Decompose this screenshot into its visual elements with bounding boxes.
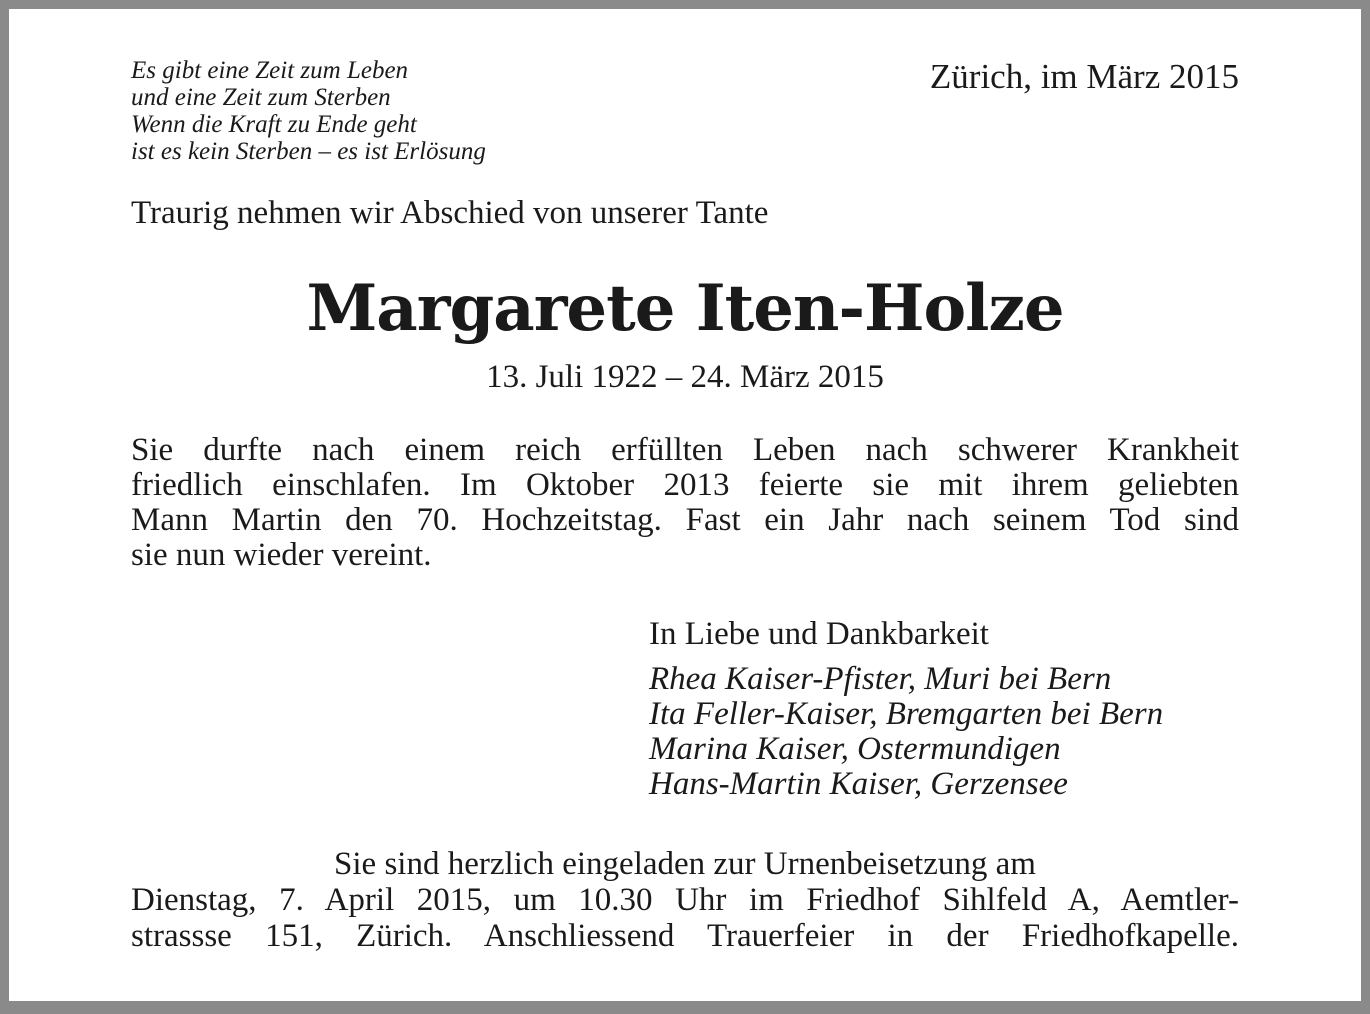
poem-line: ist es kein Sterben – es ist Erlösung (131, 138, 486, 165)
poem-verse (131, 57, 486, 165)
invitation-line: strassse 151, Zürich. Anschliessend Trauerfeier in der Friedhofkapelle. (131, 918, 1239, 954)
text-line: Sie durfte nach einem reich erfüllten Leben nach schwerer Krankheit (131, 432, 1239, 468)
mourner-name: Hans-Martin Kaiser, Gerzensee (649, 766, 1068, 802)
obituary-text (131, 433, 1239, 573)
text-line: Mann Martin den 70. Hochzeitstag. Fast ein Jahr nach seinem Tod sind (131, 502, 1239, 538)
signoff: In Liebe und Dankbarkeit (649, 616, 989, 652)
poem-line: Es gibt eine Zeit zum Leben (131, 57, 409, 84)
obituary-notice (9, 9, 1361, 1001)
life-dates: 13. Juli 1922 – 24. März 2015 (486, 359, 884, 395)
mourner-name: Marina Kaiser, Ostermundigen (649, 731, 1061, 767)
intro-line: Traurig nehmen wir Abschied von unserer Tante (131, 195, 769, 231)
mourners-list (649, 662, 1163, 802)
mourner-name: Rhea Kaiser-Pfister, Muri bei Bern (649, 661, 1112, 697)
mourner-name: Ita Feller-Kaiser, Bremgarten bei Bern (649, 696, 1164, 732)
poem-line: und eine Zeit zum Sterben (131, 84, 391, 111)
invitation-line: Sie sind herzlich eingeladen zur Urnenbeisetzung am (334, 846, 1036, 882)
funeral-invitation (131, 846, 1239, 954)
invitation-line: Dienstag, 7. April 2015, um 10.30 Uhr im Friedhof Sihlfeld A, Aemtler- (131, 882, 1239, 918)
deceased-name: Margarete Iten-Holze (306, 271, 1064, 346)
poem-line: Wenn die Kraft zu Ende geht (131, 111, 417, 138)
text-line: friedlich einschlafen. Im Oktober 2013 feierte sie mit ihrem geliebten (131, 467, 1239, 503)
text-line: sie nun wieder vereint. (131, 537, 432, 573)
place-and-date: Zürich, im März 2015 (929, 57, 1239, 96)
